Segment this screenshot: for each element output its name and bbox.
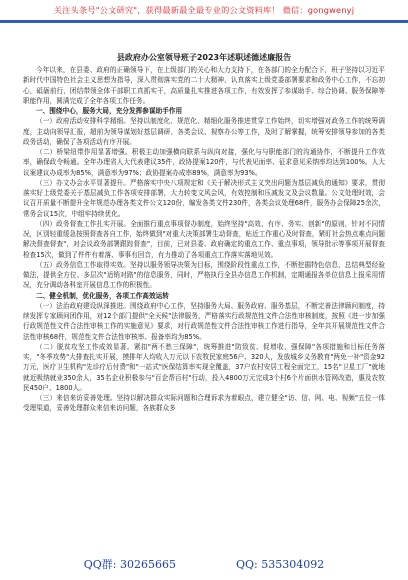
paragraph: （一）政府活动安排科学精细。坚持以制度化、规范化、精细化服务推进贯穿工作始终，切实增强对政务工作的统筹调度，主动向领导汇报，超前为领导谋划好基层调研、各类会议、视察办公等工作，及时了解掌握，统筹安排领导参加的各类政务活动，确保了各项活动有序开展。 (23, 117, 385, 146)
document-title: 县政府办公室领导班子2023年述职述德述廉报告 (116, 53, 292, 62)
paragraph: （二）脱贫攻坚工作成效显著。紧扣"两不愁三保障"，统筹推进"防致贫、促增收、强保障"各项措施和目标任务落实，"冬季攻势"大排查扎实开展，摸排年人均收入万元以下农牧民家庭56户、320人，发放城乡义务教育"两免一补"资金92万元，医疗卫生机构"先诊疗后付费"和"一站式"医保结算率实现全覆盖，37户农村安居工程全面完工，15名"卫星工厂"就地就近吸纳就业350余人，35名企业积极参与"百企帮百村"行动，投入4800万元完成3个村6个片面供水管网改造，惠及农牧民450户、1800人。 (23, 342, 385, 392)
paragraph: （三）来信来访妥善处理。坚持以解决群众实际问题和合理诉求为着眼点，建立健全"访、信、网、电、视频"五位一体受理渠道，妥善处理群众来信来访问题，各族群众多 (23, 394, 385, 413)
footer-qq-group: QQ群: 30265665 (83, 558, 176, 571)
top-banner (0, 0, 408, 20)
document-body (23, 52, 385, 414)
paragraph: 今年以来，在县委、政府的正确领导下，在上级部门的关心和大力支持下，在各部门的全力配合下，班子坚持以习近平新时代中国特色社会主义思想为指导，深入贯彻落实党的二十大精神，认真落实上级党委部署要求和政务中心工作，不忘初心，砥砺前行，团结带领全体干部职工真抓实干，高质量扎实推进各项工作，有效发挥了参谋助手、综合协调、服务保障等职能作用，圆满完成了全年各项工作任务。 (23, 66, 385, 105)
paragraph: （三）办文办会水平显著提升。严格落实中央八项规定和《关于解决形式主义突出问题为基层减负的通知》要求，贯彻落实好上级党委关于基层减负工作各项安排部署，大力转变文风会风，有效控制和压减发文及会议数量。公文处理时效，会议召开质量不断提升全年规范办理各类文件公文120份，编发各类文件230件，各类会议处理68件，服务办会保障25余次，常务会议15次，中组牢持续优化。 (23, 178, 385, 218)
paragraph: （四）政务督查工作扎实开展。全面推行重点事项督办制度，始终坚持"高效、有序、务实、创新"的原则，针对不同情况，区别轻重缓急按照督查各自工作，始终做到"对重大决策部署生动督查，贴近工作重心及时督查，紧盯社会热点难点问题解决督查督查"，对会议政务部署跟踪督查"，目前，已对县委、政府确定的重点工作、重点事项，领导批示等事项开展督查检查15次，做到了件件有着落、事事有回音，有力推动了各项重点工作落实落地见效。 (23, 219, 385, 259)
section-heading: 一、围绕中心，服务大局，充分发挥参谋助手作用 (36, 107, 183, 115)
paragraph: （五）政务信息工作取得实效。坚持以服务领导决策为目标，围绕阶段性重点工作，不断挖掘特色信息，总结典型经验做法，提供全方位、多层次"适销对路"的信息服务，同时，严格执行全县办信息工作机制，定期通报各单位信息上报采用情况，充分调动各科室开展信息工作的积极性。 (23, 260, 385, 290)
section-heading: 二、健全机制，优化服务，各项工作高效运转 (36, 291, 169, 300)
footer-qq: QQ: 535304092 (236, 557, 325, 571)
banner-divider (0, 20, 408, 23)
paragraph: （一）法治政府建设纵深推进。围绕政府中心工作，坚持服务大局、服务政府、服务基层，不断完善法律顾问制度，持续发挥专家顾问团作用，对12个部门提供"全天候"法律服务，严格落实行政规范性文件合法性审核制度，按照《进一步加强行政规范性文件合法性审核工作的实施意见》要求，对行政规范性文件合法性审核工作进行指导，全年共开展规范性文件合法性审核68件，规范性文件合法性审核率、报备率均为85%。 (23, 301, 385, 341)
paragraph: （二）桥梁纽带作用显著增强。积极主动加强横向联系与纵向对接，强化与与职能部门的沟通协作，不断提升工作效率，确保政令畅通。全年办理省人大代表建议35件，政协提案120件，与代表见面率、征求意见采纳率均达到100%。人大议案建议办成率为85%，满意率为97%；政协提案办成率89%，满意率为93%。 (23, 148, 385, 177)
banner-text: 关注头条号"公文研究"，获得最新最全最专业的公文资料库！ 微信：gongwenyj (53, 4, 355, 15)
footer-contact (0, 548, 408, 580)
